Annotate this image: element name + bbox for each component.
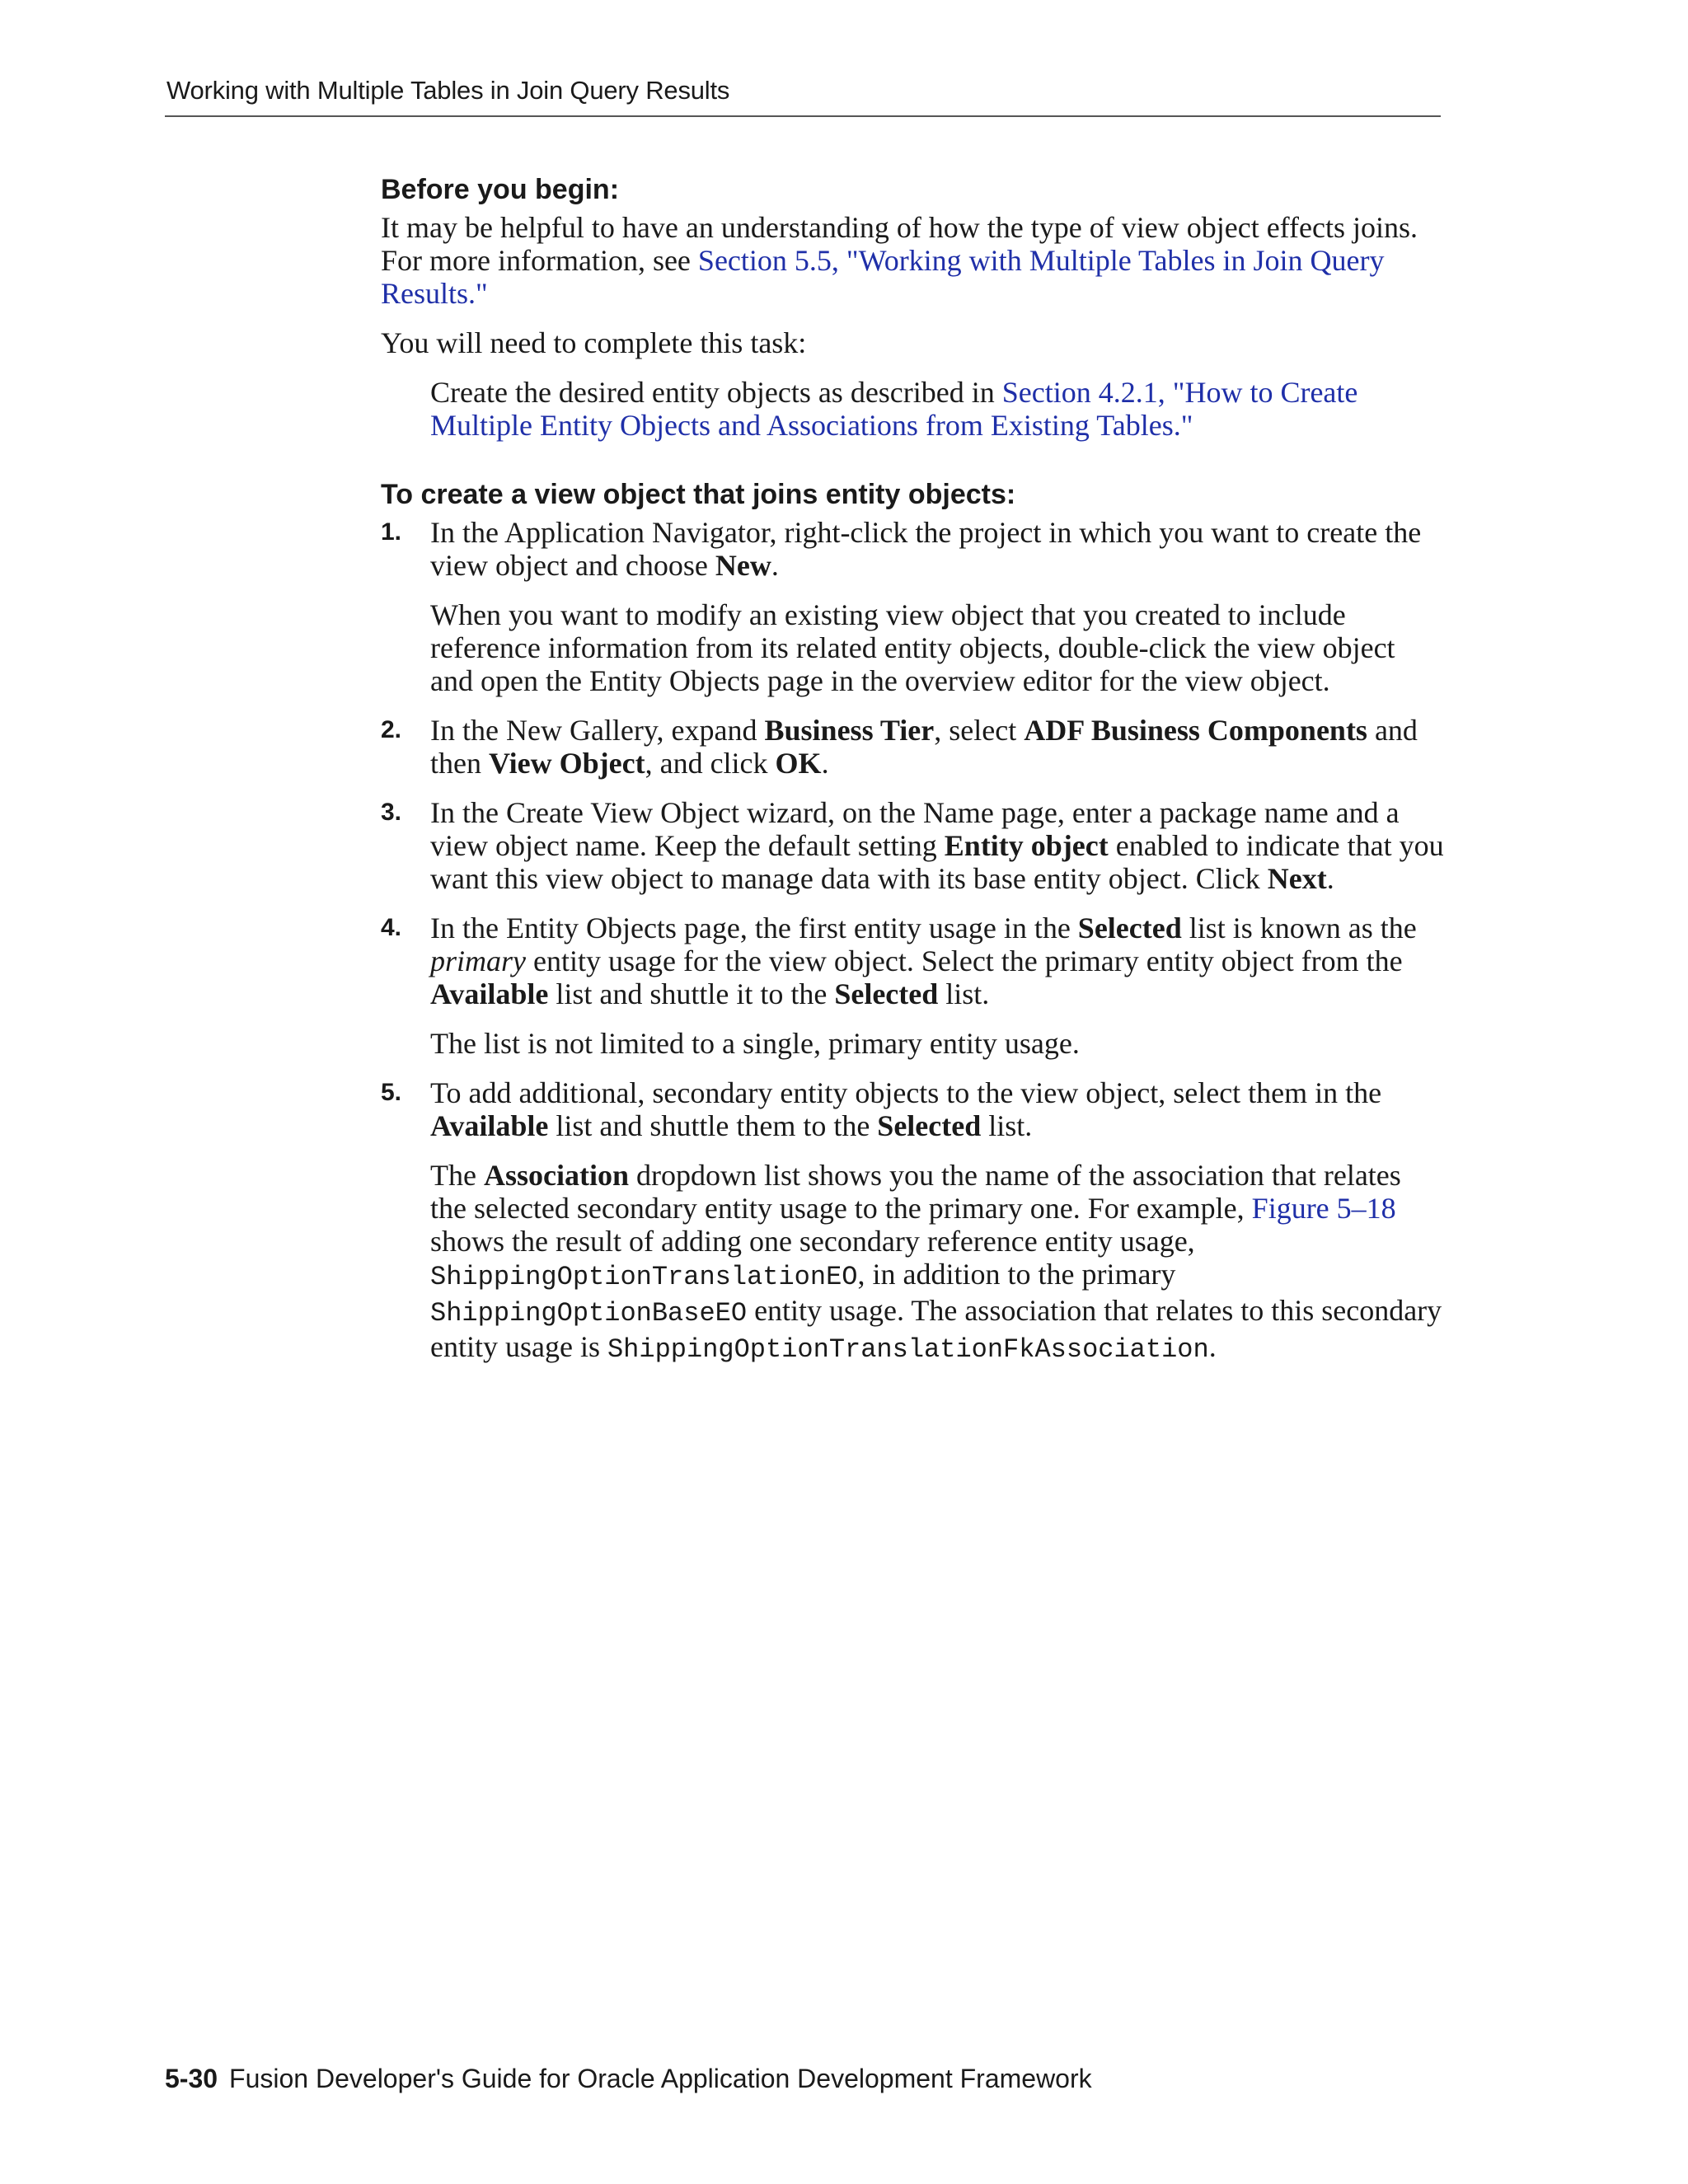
intro-text: It may be helpful to have an understanding of how the type of view object effects joins. For more information, see	[381, 211, 1418, 277]
step-text-part: entity usage for the view object. Select the primary entity object from the	[526, 944, 1403, 977]
ui-term-next: Next	[1267, 862, 1327, 895]
step-text	[430, 1076, 1444, 1142]
task-text: Create the desired entity objects as described in	[430, 376, 1002, 409]
step-number: 1.	[381, 518, 402, 546]
code-term: ShippingOptionTranslationEO	[430, 1262, 858, 1292]
step-note: When you want to modify an existing view object that you created to include reference information from its related entity objects, double-click the view object and open the Entity Objects page in the overview editor for the view object.	[430, 598, 1395, 697]
step-5	[381, 1076, 1444, 1366]
step-number: 5.	[381, 1079, 402, 1106]
step-3	[381, 796, 1444, 895]
step-text	[430, 516, 1444, 582]
step-1	[381, 516, 1444, 697]
step-text-part: list and shuttle it to the	[548, 977, 835, 1010]
step-text-part: In the Entity Objects page, the first entity usage in the	[430, 912, 1078, 944]
figure-5-18-link[interactable]: Figure 5–18	[1251, 1192, 1396, 1225]
step-text	[430, 796, 1444, 895]
section-5-5-link[interactable]: Section 5.5, "Working with Multiple Tables in Join Query Results."	[381, 244, 1385, 310]
step-text-part: .	[821, 747, 829, 780]
step-text-part: In the Application Navigator, right-click the project in which you want to create the view object and choose	[430, 516, 1422, 582]
step-text-part: list.	[981, 1109, 1033, 1142]
header-rule	[165, 115, 1441, 117]
book-title: Fusion Developer's Guide for Oracle Application Development Framework	[229, 2064, 1092, 2093]
step-text	[430, 912, 1444, 1010]
ui-term-available: Available	[430, 977, 549, 1010]
page-body	[381, 173, 1444, 1366]
step-text-part: The	[430, 1159, 484, 1192]
code-term: ShippingOptionTranslationFkAssociation	[607, 1334, 1209, 1365]
ui-term-adf-business-components: ADF Business Components	[1024, 714, 1367, 747]
ui-term-new: New	[715, 549, 771, 582]
term-primary: primary	[430, 944, 526, 977]
ui-term-business-tier: Business Tier	[764, 714, 935, 747]
ui-term-view-object: View Object	[488, 747, 645, 780]
step-text-part: To add additional, secondary entity objects to the view object, select them in the	[430, 1076, 1382, 1109]
step-text-part: , select	[934, 714, 1025, 747]
prerequisite-task	[381, 376, 1444, 442]
ui-term-available: Available	[430, 1109, 549, 1142]
step-number: 2.	[381, 716, 402, 743]
step-text-part: .	[1326, 862, 1334, 895]
step-text-part: entity usage. The association that relates to this secondary entity usage is	[430, 1294, 1442, 1363]
step-text-part: list.	[938, 977, 990, 1010]
step-text-part: , in addition to the primary	[857, 1258, 1176, 1291]
code-term: ShippingOptionBaseEO	[430, 1298, 748, 1329]
page-number: 5-30	[165, 2064, 218, 2093]
step-text-part: list and shuttle them to the	[548, 1109, 878, 1142]
running-header: Working with Multiple Tables in Join Query Results	[166, 76, 730, 105]
step-text-part: , and click	[645, 747, 776, 780]
step-text-part: In the Create View Object wizard, on the Name page, enter a package name and a view object name. Keep the default setting	[430, 796, 1400, 862]
step-number: 4.	[381, 914, 402, 941]
step-text-part: shows the result of adding one secondary reference entity usage,	[430, 1225, 1195, 1258]
step-note	[430, 1159, 1444, 1366]
step-text	[430, 714, 1444, 780]
ui-term-ok: OK	[775, 747, 822, 780]
step-2	[381, 714, 1444, 780]
step-text-part: list is known as the	[1181, 912, 1417, 944]
before-you-begin-heading: Before you begin:	[381, 174, 620, 205]
step-text-part: .	[1208, 1330, 1217, 1363]
step-text-part: enabled to indicate that you want this view object to manage data with its base entity object. Click	[430, 829, 1444, 895]
step-number: 3.	[381, 799, 402, 826]
step-text-part: .	[771, 549, 779, 582]
step-text-part: dropdown list shows you the name of the association that relates the selected secondary entity usage to the primary one. For example,	[430, 1159, 1401, 1225]
ui-term-selected: Selected	[1077, 912, 1182, 944]
procedure-heading: To create a view object that joins entity objects:	[381, 479, 1016, 510]
procedure-steps	[381, 516, 1444, 1366]
page-footer	[165, 2064, 1092, 2094]
ui-term-entity-object: Entity object	[944, 829, 1109, 862]
section-4-2-1-link[interactable]: Section 4.2.1, "How to Create Multiple Entity Objects and Associations from Existing Tables."	[430, 376, 1358, 442]
task-intro: You will need to complete this task:	[381, 326, 807, 359]
ui-term-selected: Selected	[877, 1109, 982, 1142]
ui-term-selected: Selected	[834, 977, 939, 1010]
step-text-part: In the New Gallery, expand	[430, 714, 765, 747]
step-note: The list is not limited to a single, primary entity usage.	[430, 1027, 1080, 1060]
intro-paragraph	[381, 211, 1444, 310]
step-text-part: and then	[430, 714, 1418, 780]
step-4	[381, 912, 1444, 1060]
ui-term-association: Association	[483, 1159, 629, 1192]
